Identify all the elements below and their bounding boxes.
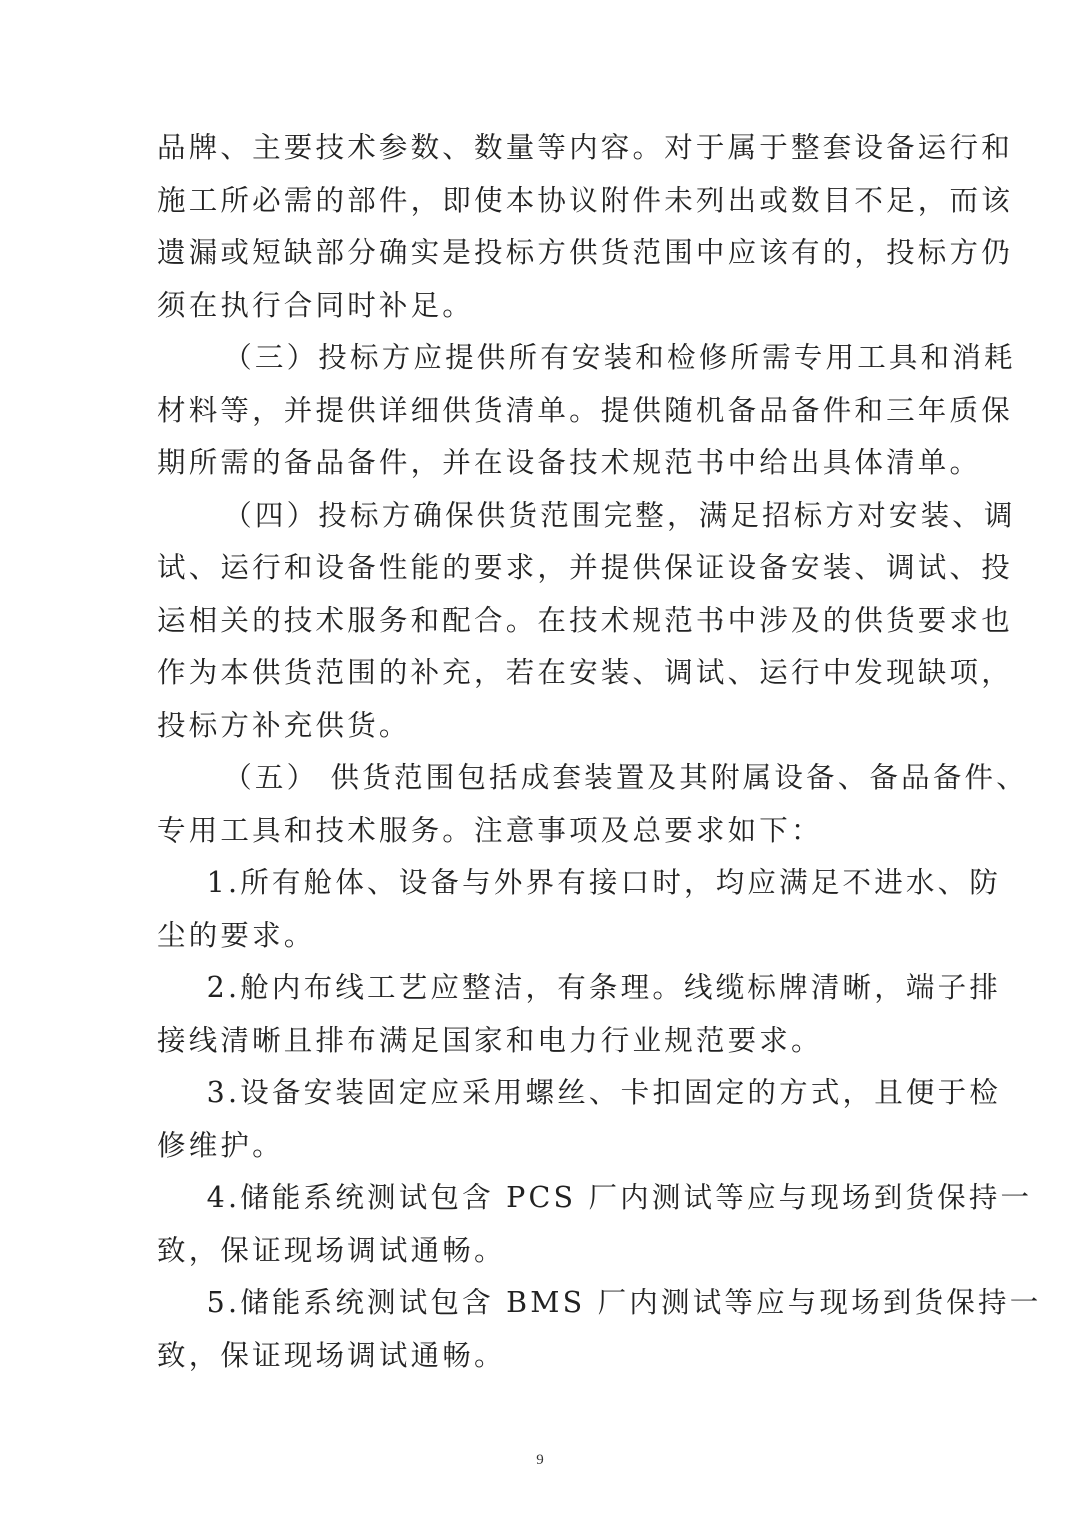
text-line: 运相关的技术服务和配合。在技术规范书中涉及的供货要求也	[157, 603, 1013, 637]
text-line: 修维护。	[157, 1128, 284, 1162]
text-line: （五） 供货范围包括成套装置及其附属设备、备品备件、	[223, 761, 1028, 794]
text-line: 4.储能系统测试包含 PCS 厂内测试等应与现场到货保持一	[206, 1181, 1033, 1214]
text-line: 投标方补充供货。	[157, 708, 411, 742]
page-number: 9	[536, 1452, 544, 1468]
text-line: 致，保证现场调试通畅。	[157, 1338, 506, 1372]
text-line: 致，保证现场调试通畅。	[157, 1233, 506, 1267]
text-line: 材料等，并提供详细供货清单。提供随机备品备件和三年质保	[157, 393, 1013, 427]
text-line: 1.所有舱体、设备与外界有接口时，均应满足不进水、防	[206, 866, 1002, 899]
text-line: 须在执行合同时补足。	[157, 288, 475, 322]
text-line: 3.设备安装固定应采用螺丝、卡扣固定的方式，且便于检	[206, 1076, 1002, 1109]
text-line: 作为本供货范围的补充，若在安装、调试、运行中发现缺项，	[157, 656, 1013, 689]
text-line: （三）投标方应提供所有安装和检修所需专用工具和消耗	[223, 341, 1016, 374]
text-line: 试、运行和设备性能的要求，并提供保证设备安装、调试、投	[157, 551, 1013, 584]
text-line: 品牌、主要技术参数、数量等内容。对于属于整套设备运行和	[157, 131, 1013, 164]
text-line: 5.储能系统测试包含 BMS 厂内测试等应与现场到货保持一	[206, 1286, 1042, 1319]
text-line: （四）投标方确保供货范围完整，满足招标方对安装、调	[223, 498, 1016, 532]
text-line: 期所需的备品备件，并在设备技术规范书中给出具体清单。	[157, 446, 982, 479]
text-line: 专用工具和技术服务。注意事项及总要求如下：	[157, 813, 823, 847]
text-line: 施工所必需的部件，即使本协议附件未列出或数目不足，而该	[157, 183, 1013, 217]
text-line: 遗漏或短缺部分确实是投标方供货范围中应该有的，投标方仍	[157, 236, 1013, 269]
text-line: 尘的要求。	[157, 918, 316, 952]
text-line: 2.舱内布线工艺应整洁，有条理。线缆标牌清晰，端子排	[206, 971, 1002, 1004]
text-line: 接线清晰且排布满足国家和电力行业规范要求。	[157, 1023, 823, 1057]
